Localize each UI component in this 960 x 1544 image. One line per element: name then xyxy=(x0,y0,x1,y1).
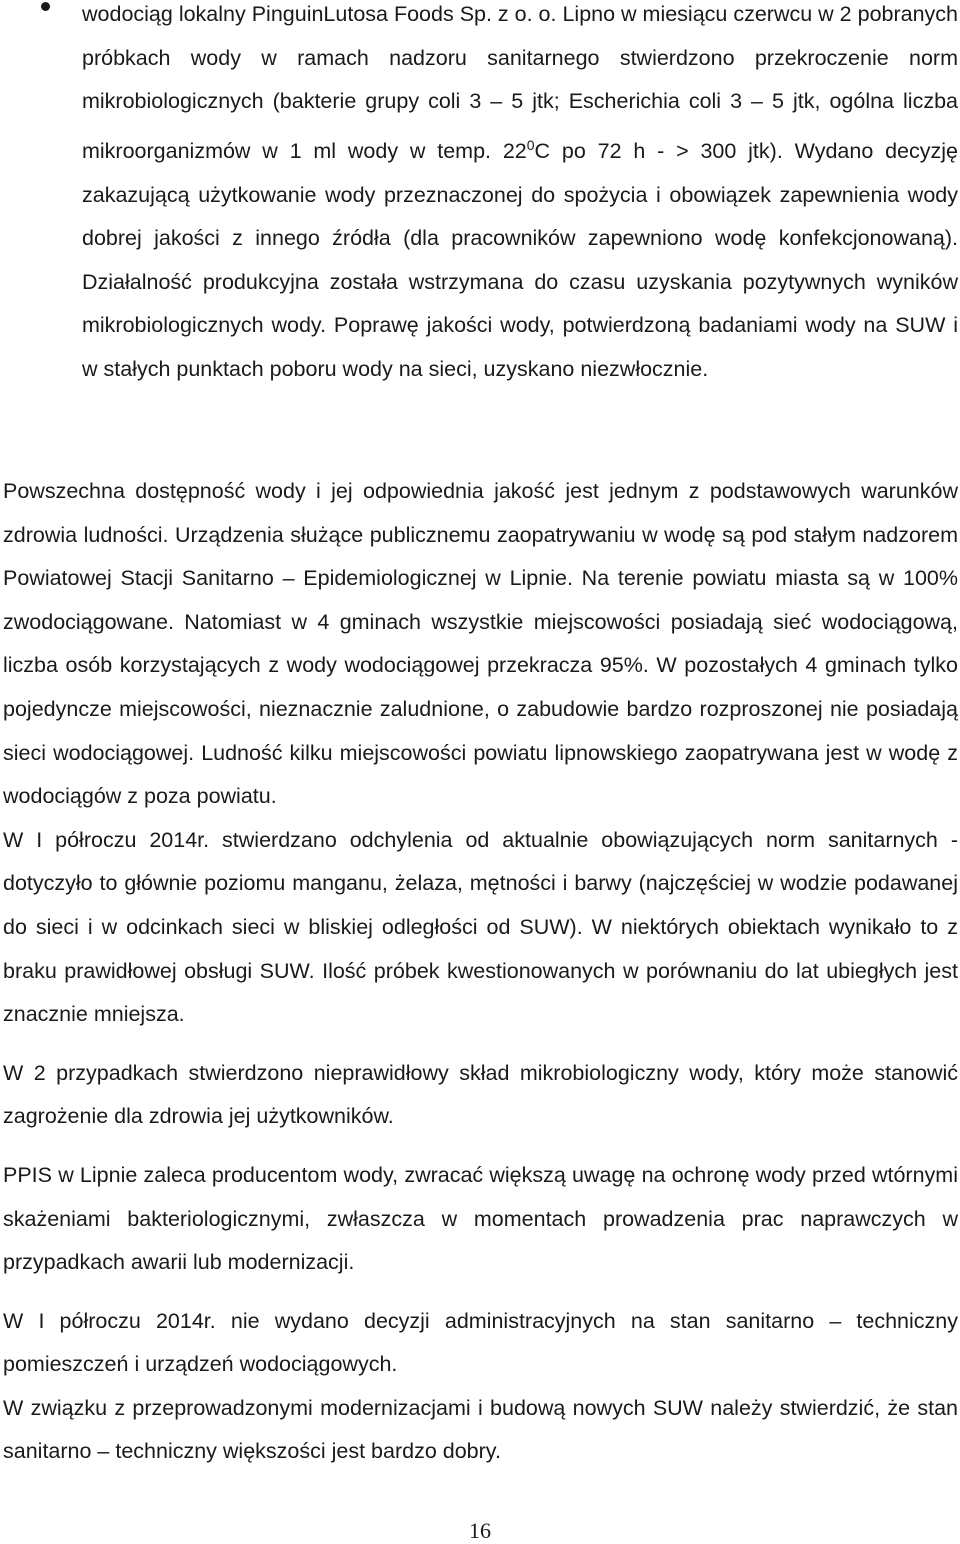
bullet-paragraph xyxy=(82,0,958,392)
paragraph-water-supply: Powszechna dostępność wody i jej odpowiednia jakość jest jednym z podstawowych warunków zdrowia ludności. Urządzenia służące publicznemu zaopatrywaniu w wodę są pod stałym nadzorem Powiatowej Stacji Sanitarno – Epidemiologicznej w Lipnie. Na terenie powiatu miasta są w 100% zwodociągowane. Natomiast w 4 gminach wszystkie miejscowości posiadają sieć wodociągową, liczba osób korzystających z wody wodociągowej przekracza 95%. W pozostałych 4 gminach tylko pojedyncze miejscowości, nieznacznie zaludnione, o zabudowie bardzo rozproszonej nie posiadają sieci wodociągowej. Ludność kilku miejscowości powiatu lipnowskiego zaopatrywana jest w wodę z wodociągów z poza powiatu. xyxy=(3,479,958,809)
bullet-text-continued: C po 72 h - > 300 jtk). Wydano decyzję zakazującą użytkowanie wody przeznaczonej do spożycia i obowiązek zapewnienia wody dobrej jakości z innego źródła (dla pracowników zapewniono wodę konfekcjonowaną). Działalność produkcyjna została wstrzymana do czasu uzyskania pozytywnych wyników mikrobiologicznych wody. Poprawę jakości wody, potwierdzoną badaniami wody na SUW i w stałych punktach poboru wody na sieci, uzyskano niezwłocznie. xyxy=(82,138,958,381)
bullet-icon xyxy=(41,2,50,11)
paragraph-recommendation: PPIS w Lipnie zaleca producentom wody, zwracać większą uwagę na ochronę wody przed wtórnymi skażeniami bakteriologicznymi, zwłaszcza w momentach prowadzenia prac naprawczych w przypadkach awarii lub modernizacji. xyxy=(3,1162,958,1275)
paragraph-microbiology: W 2 przypadkach stwierdzono nieprawidłowy skład mikrobiologiczny wody, który może stanowić zagrożenie dla zdrowia jej użytkowników. xyxy=(3,1060,958,1129)
paragraph-deviations: W I półroczu 2014r. stwierdzano odchylenia od aktualnie obowiązujących norm sanitarnych - dotyczyło to głównie poziomu manganu, żelaza, mętności i barwy (najczęściej w wodzie podawanej do sieci i w odcinkach sieci w bliskiej odległości od SUW). W niektórych obiektach wynikało to z braku prawidłowej obsługi SUW. Ilość próbek kwestionowanych w porównaniu do lat ubiegłych jest znacznie mniejsza. xyxy=(3,827,958,1027)
paragraph-decisions: W I półroczu 2014r. nie wydano decyzji administracyjnych na stan sanitarno – techniczny pomieszczeń i urządzeń wodociągowych. xyxy=(3,1308,958,1377)
superscript-degree: 0 xyxy=(526,136,535,153)
body-text xyxy=(3,470,958,1474)
paragraph-conclusion: W związku z przeprowadzonymi modernizacjami i budową nowych SUW należy stwierdzić, że stan sanitarno – techniczny większości jest bardzo dobry. xyxy=(3,1395,958,1464)
bullet-text: wodociąg lokalny PinguinLutosa Foods Sp. z o. o. Lipno w miesiącu czerwcu w 2 pobranych próbkach wody w ramach nadzoru sanitarnego stwierdzono przekroczenie norm mikrobiologicznych (bakterie grupy coli 3 – 5 jtk; Escherichia coli 3 – 5 jtk, ogólna liczba mikroorganizmów w 1 ml wody w temp. 22 xyxy=(82,2,959,163)
bullet-list-item xyxy=(82,0,958,392)
page-number: 16 xyxy=(469,1518,491,1543)
